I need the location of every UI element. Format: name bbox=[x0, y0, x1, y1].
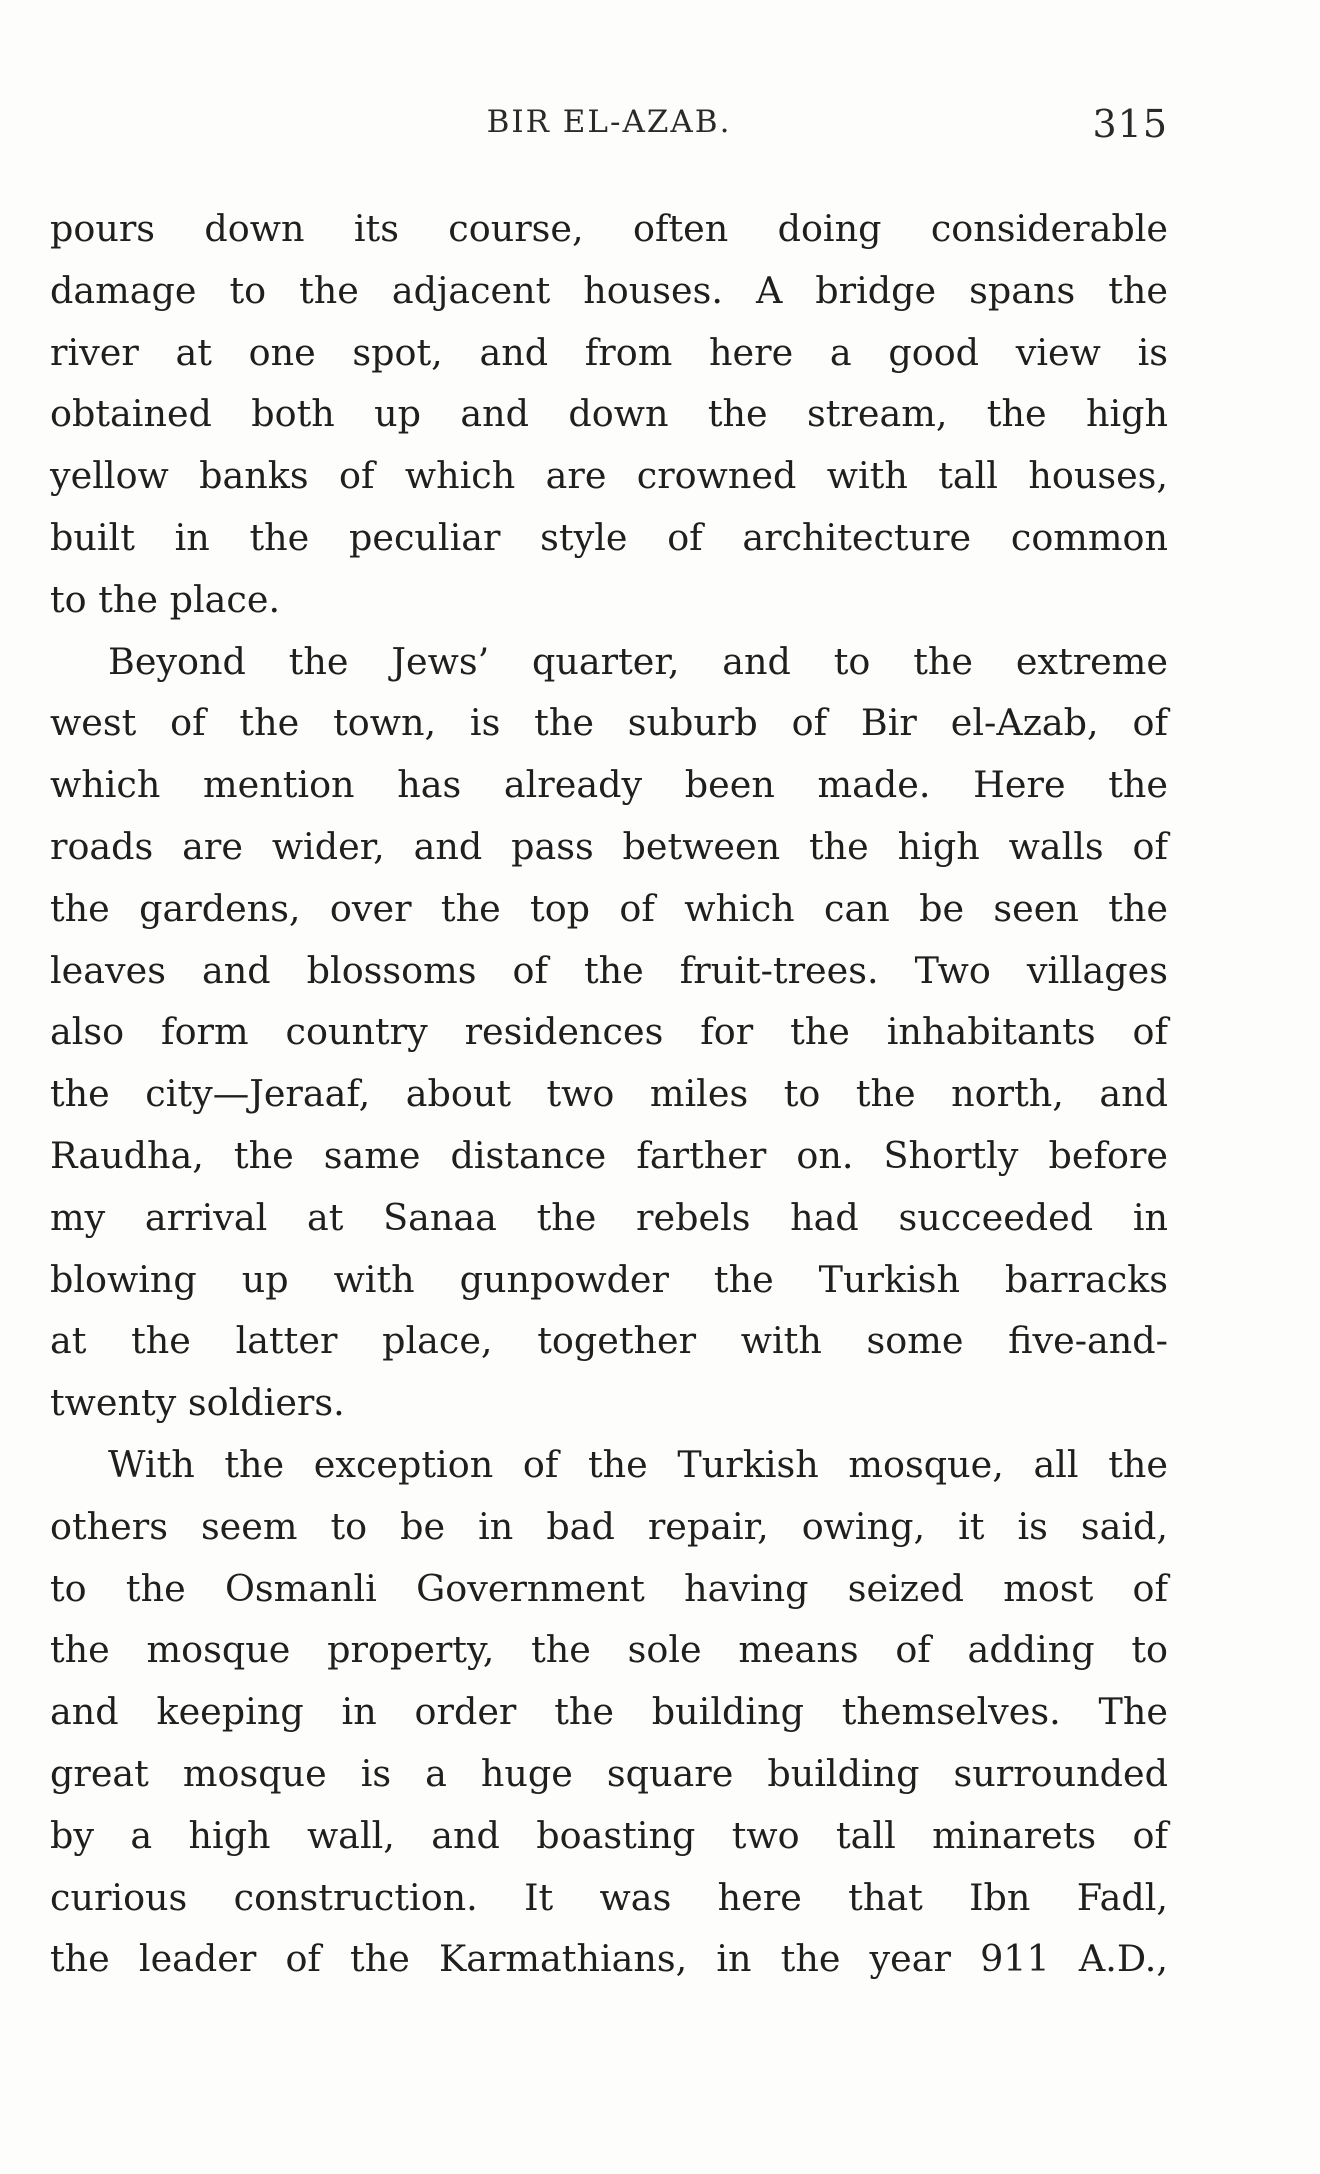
text-line: at the latter place, together with some five-and- bbox=[50, 1319, 1168, 1363]
text-line: the mosque property, the sole means of adding to bbox=[50, 1628, 1168, 1672]
text-line: my arrival at Sanaa the rebels had succeeded in bbox=[50, 1195, 1168, 1239]
text-line: damage to the adjacent houses. A bridge spans the bbox=[50, 268, 1168, 312]
text-line: by a high wall, and boasting two tall minarets of bbox=[50, 1813, 1168, 1857]
text-line: and keeping in order the building themselves. The bbox=[50, 1690, 1168, 1734]
text-line: curious construction. It was here that Ibn Fadl, bbox=[50, 1875, 1168, 1919]
text-line: the city—Jeraaf, about two miles to the north, and bbox=[50, 1072, 1168, 1116]
page-number: 315 bbox=[1092, 102, 1168, 146]
text-line: Raudha, the same distance farther on. Shortly before bbox=[50, 1133, 1168, 1177]
text-line: Beyond the Jews’ quarter, and to the extreme bbox=[108, 639, 1168, 683]
text-line: built in the peculiar style of architecture common bbox=[50, 515, 1168, 559]
text-line: blowing up with gunpowder the Turkish barracks bbox=[50, 1257, 1168, 1301]
text-line: west of the town, is the suburb of Bir el-Azab, of bbox=[50, 701, 1168, 745]
text-line: the leader of the Karmathians, in the year 911 A.D., bbox=[50, 1937, 1168, 1981]
text-line: others seem to be in bad repair, owing, it is said, bbox=[50, 1504, 1168, 1548]
text-line: river at one spot, and from here a good view is bbox=[50, 330, 1168, 374]
text-line: leaves and blossoms of the fruit-trees. Two villages bbox=[50, 948, 1168, 992]
text-line: pours down its course, often doing considerable bbox=[50, 207, 1168, 250]
running-head bbox=[50, 104, 1168, 164]
text-line: With the exception of the Turkish mosque, all the bbox=[108, 1442, 1168, 1486]
text-line: to the place. bbox=[50, 577, 281, 621]
text-line: the gardens, over the top of which can be seen the bbox=[50, 886, 1168, 930]
running-title: BIR EL-AZAB. bbox=[486, 104, 732, 140]
text-line: to the Osmanli Government having seized most of bbox=[50, 1566, 1168, 1610]
text-line: twenty soldiers. bbox=[50, 1381, 345, 1425]
text-line: obtained both up and down the stream, the high bbox=[50, 392, 1168, 436]
text-line: also form country residences for the inhabitants of bbox=[50, 1010, 1168, 1054]
text-line: which mention has already been made. Here the bbox=[50, 763, 1168, 807]
text-line: yellow banks of which are crowned with tall houses, bbox=[50, 454, 1168, 498]
text-line: great mosque is a huge square building surrounded bbox=[50, 1751, 1168, 1795]
body-text bbox=[50, 198, 1168, 1990]
text-line: roads are wider, and pass between the high walls of bbox=[50, 824, 1168, 868]
